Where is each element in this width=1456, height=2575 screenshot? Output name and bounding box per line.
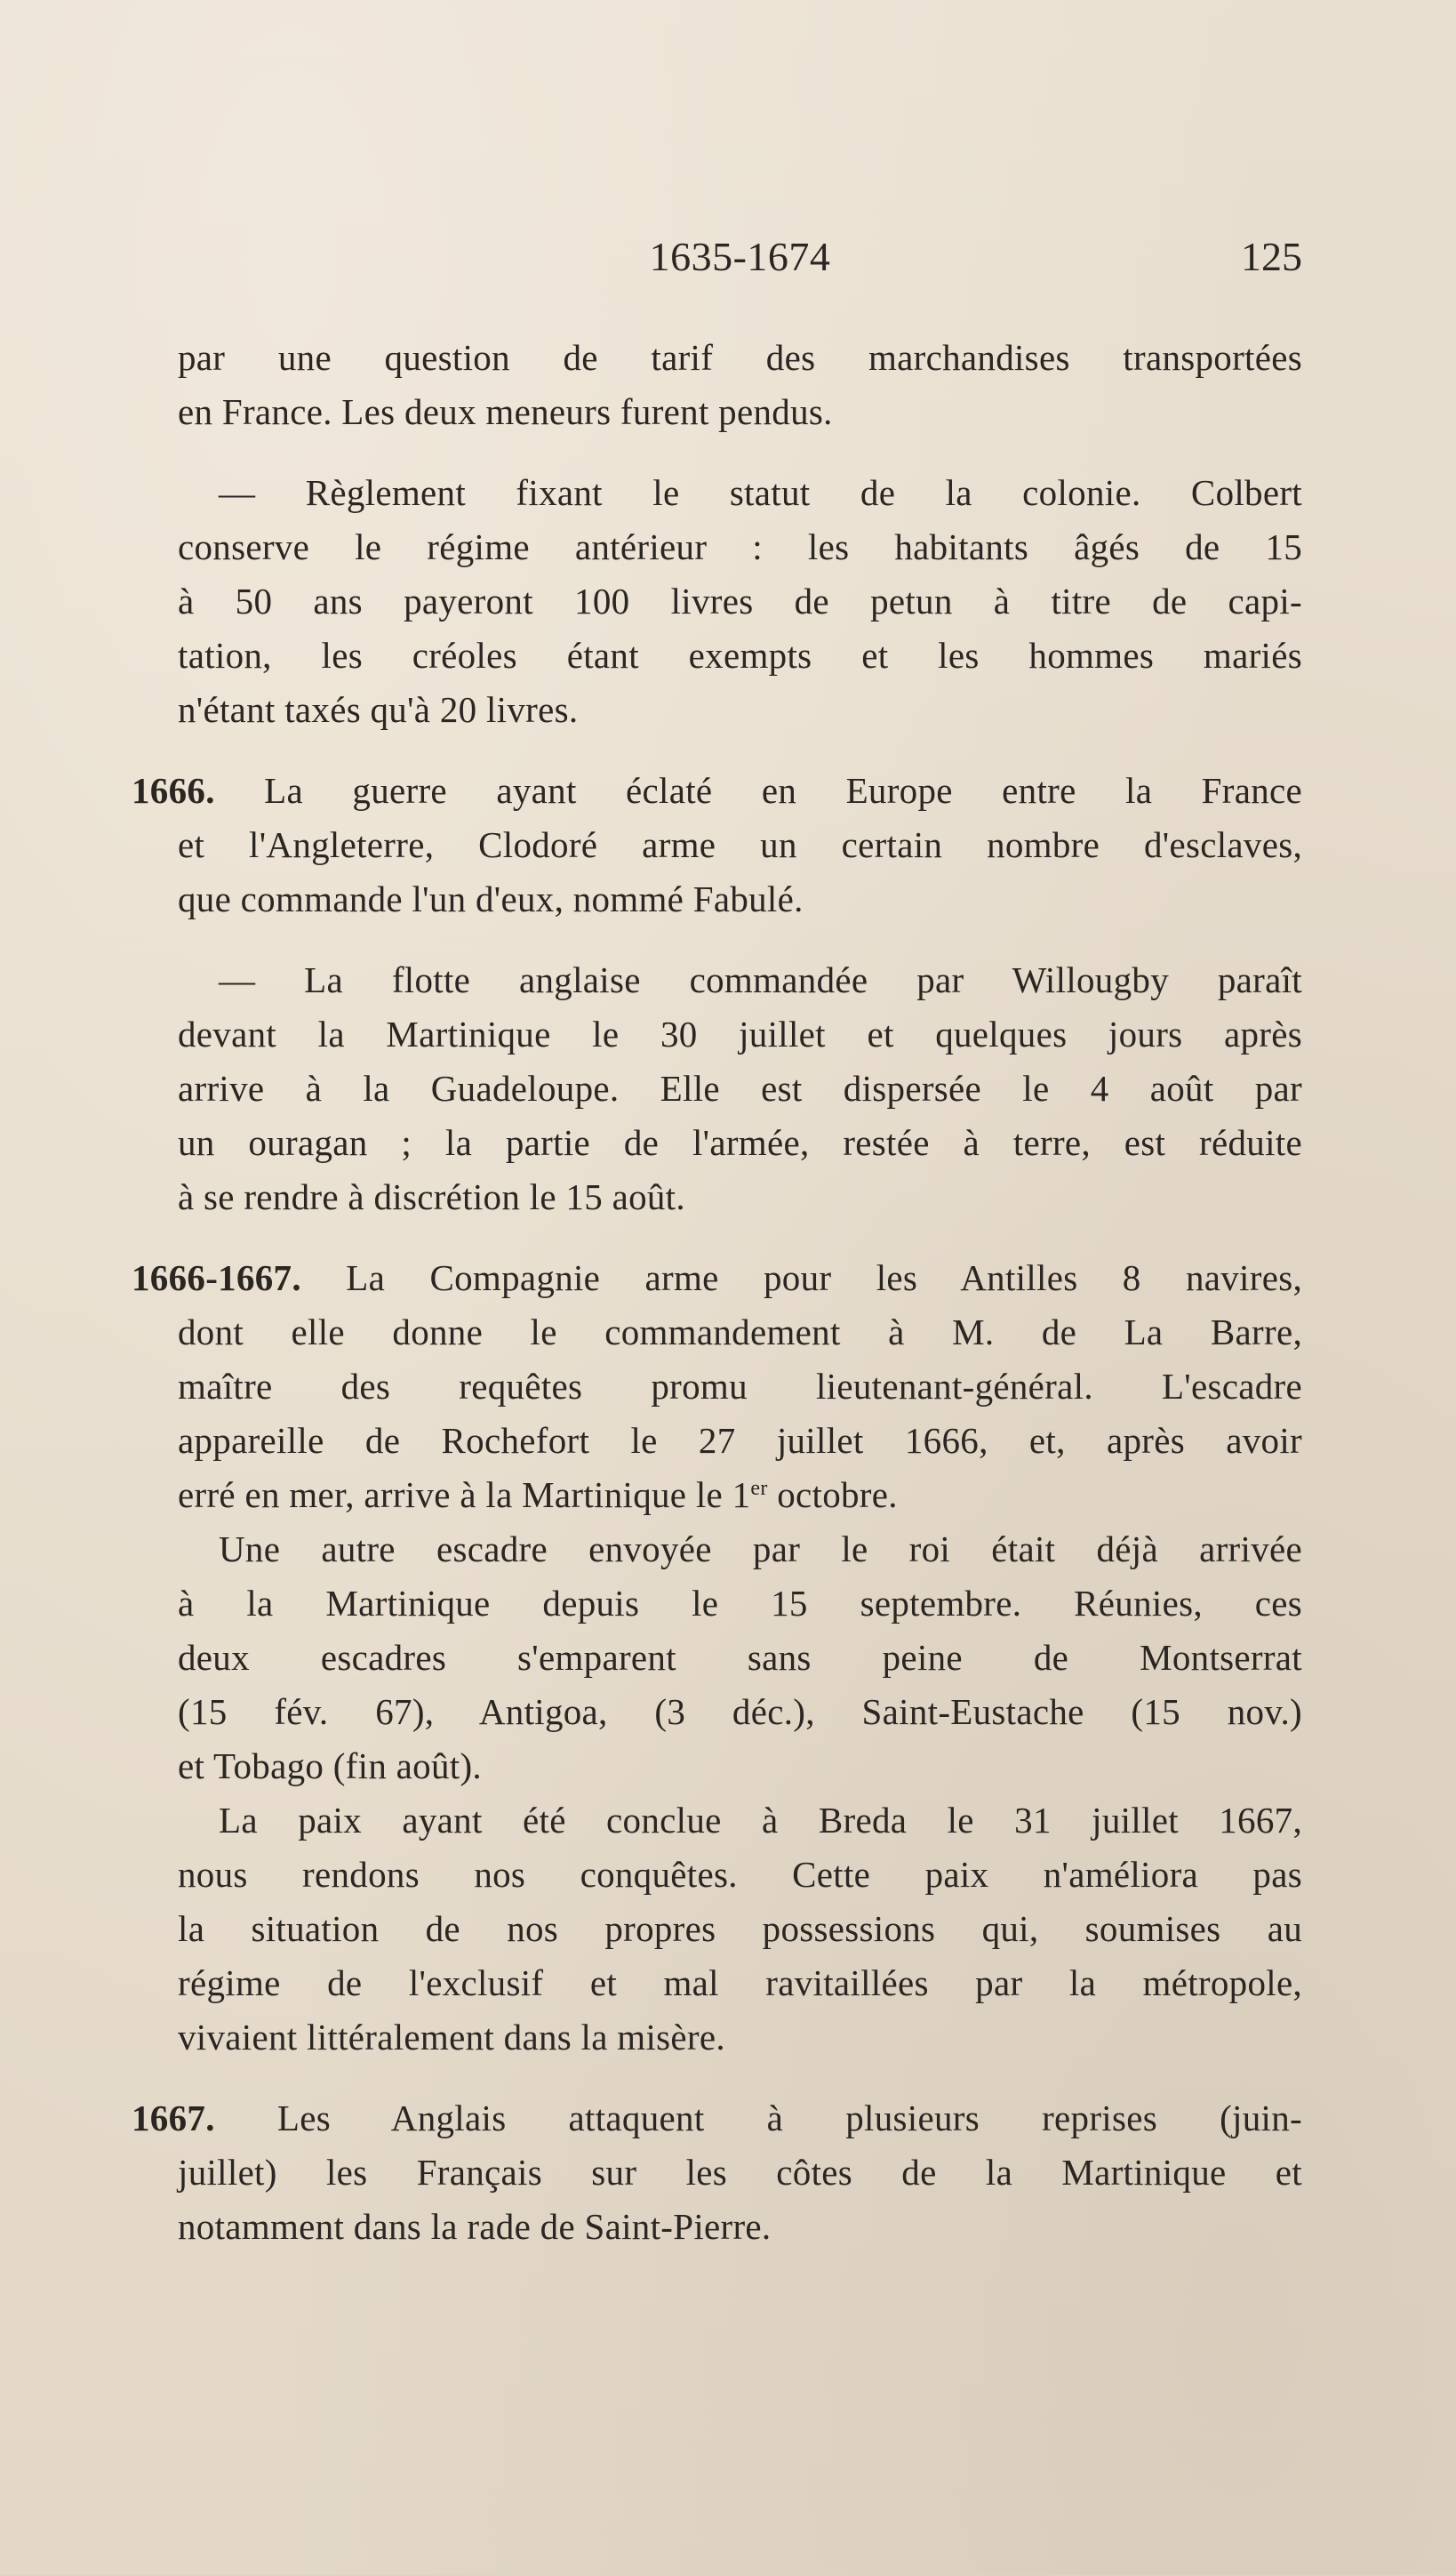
text-line: que commande l'un d'eux, nommé Fabulé. <box>178 878 804 919</box>
text-line <box>132 2091 1302 2146</box>
text-line: (15 fév. 67), Antigoa, (3 déc.), Saint-Eustache (15 nov.) <box>178 1691 1302 1732</box>
text-line: à se rendre à discrétion le 15 août. <box>178 1176 685 1217</box>
entry-text: Les Anglais attaquent à plusieurs reprises (juin- <box>276 2098 1302 2138</box>
text-line: devant la Martinique le 30 juillet et quelques jours après <box>178 1014 1302 1055</box>
entry-text: La guerre ayant éclaté en Europe entre la France <box>264 770 1302 811</box>
text-line <box>132 764 1302 818</box>
ordinal-superscript: er <box>750 1477 768 1500</box>
text-line: par une question de tarif des marchandises transportées <box>178 337 1302 378</box>
chronology-entry <box>132 2091 1302 2254</box>
paragraph-gap <box>178 2065 1302 2091</box>
text-line: arrive à la Guadeloupe. Elle est dispersée le 4 août par <box>178 1068 1302 1109</box>
page-header <box>178 233 1302 295</box>
line-fragment: erré en mer, arrive à la Martinique le 1 <box>178 1474 751 1515</box>
text-line: deux escadres s'emparent sans peine de Montserrat <box>178 1637 1302 1678</box>
chronology-entry <box>132 1251 1302 1522</box>
text-line: la situation de nos propres possessions qui, soumises au <box>178 1908 1302 1949</box>
text-line: conserve le régime antérieur : les habitants âgés de 15 <box>178 526 1302 567</box>
paragraph-gap <box>178 1224 1302 1251</box>
paragraph <box>178 1522 1302 1793</box>
text-line: et l'Angleterre, Clodoré arme un certain nombre d'esclaves, <box>178 824 1302 865</box>
text-line: un ouragan ; la partie de l'armée, restée à terre, est réduite <box>178 1122 1302 1163</box>
text-line: n'étant taxés qu'à 20 livres. <box>178 689 579 730</box>
text-line: nous rendons nos conquêtes. Cette paix n'améliora pas <box>178 1854 1302 1895</box>
text-line: notamment dans la rade de Saint-Pierre. <box>178 2206 772 2247</box>
running-title: 1635-1674 <box>649 234 831 279</box>
paragraph <box>178 331 1302 439</box>
text-line: à la Martinique depuis le 15 septembre. Réunies, ces <box>178 1583 1302 1624</box>
page-number: 125 <box>1241 234 1302 279</box>
text-line: Une autre escadre envoyée par le roi était déjà arrivée <box>219 1528 1302 1569</box>
paragraph-gap <box>178 737 1302 764</box>
entry-year: 1666. <box>132 770 215 811</box>
paragraph <box>178 1793 1302 2065</box>
text-line: en France. Les deux meneurs furent pendus. <box>178 391 833 432</box>
text-line: appareille de Rochefort le 27 juillet 1666, et, après avoir <box>178 1420 1302 1461</box>
entry-year: 1666-1667. <box>132 1257 301 1298</box>
text-line: — Règlement fixant le statut de la colonie. Colbert <box>219 472 1302 513</box>
chronology-entry <box>132 764 1302 927</box>
text-line: juillet) les Français sur les côtes de la Martinique et <box>178 2152 1302 2193</box>
line-fragment: octobre. <box>767 1474 898 1515</box>
body-text <box>132 331 1302 2254</box>
text-line <box>178 1468 1302 1522</box>
paragraph <box>178 466 1302 737</box>
entry-year: 1667. <box>132 2098 215 2138</box>
paragraph-gap <box>178 927 1302 953</box>
text-line: vivaient littéralement dans la misère. <box>178 2017 725 2058</box>
text-line: — La flotte anglaise commandée par Willougby paraît <box>219 959 1302 1000</box>
text-line: maître des requêtes promu lieutenant-général. L'escadre <box>178 1366 1302 1407</box>
text-line: régime de l'exclusif et mal ravitaillées par la métropole, <box>178 1962 1302 2003</box>
text-line: dont elle donne le commandement à M. de La Barre, <box>178 1312 1302 1352</box>
paragraph-gap <box>178 439 1302 466</box>
entry-text: La Compagnie arme pour les Antilles 8 navires, <box>346 1257 1302 1298</box>
text-line <box>132 1251 1302 1305</box>
text-line: tation, les créoles étant exempts et les hommes mariés <box>178 635 1302 676</box>
text-line: et Tobago (fin août). <box>178 1745 482 1786</box>
text-line: La paix ayant été conclue à Breda le 31 juillet 1667, <box>219 1800 1302 1841</box>
paragraph <box>178 953 1302 1224</box>
text-line: à 50 ans payeront 100 livres de petun à titre de capi- <box>178 581 1302 622</box>
